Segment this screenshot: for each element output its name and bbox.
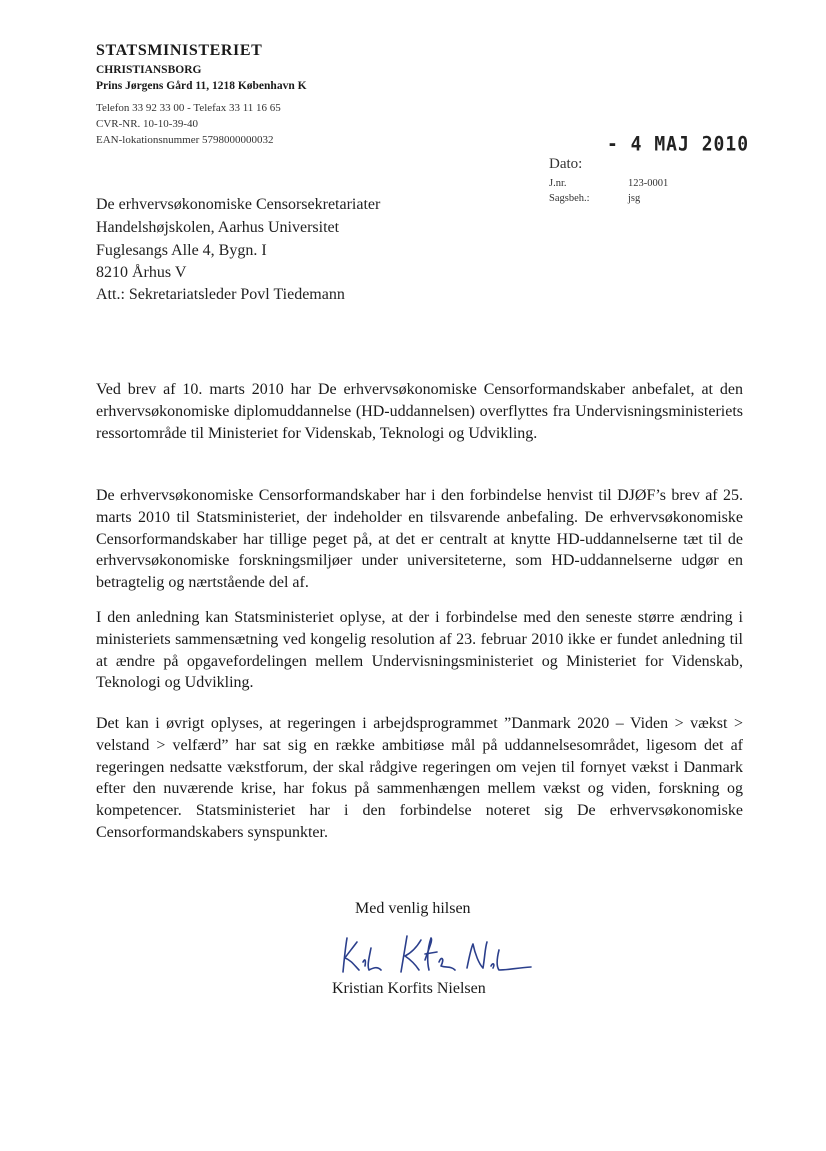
date-label: Dato: xyxy=(549,156,583,172)
phone-fax: Telefon 33 92 33 00 - Telefax 33 11 16 65 xyxy=(96,102,281,114)
body-paragraph: De erhvervsøkonomiske Censorformandskaber har i den forbindelse henvist til DJØF’s brev af 25. marts 2010 til Statsministeriet, der indeholder en tilsvarende anbefaling. De erhvervsøkonomiske Censorformandskaber har tillige peget på, at det er centralt at knytte HD-uddannelserne tæt til de erhvervsøkonomiske forskningsmiljøer under universiteterne, som HD-uddannelserne udgør en betragtelig og nærtstående del af. xyxy=(96,487,743,592)
sagsbeh-value: jsg xyxy=(628,193,641,204)
street-address: Prins Jørgens Gård 11, 1218 København K xyxy=(96,80,307,92)
sagsbeh-label: Sagsbeh.: xyxy=(549,193,590,204)
recipient-line: 8210 Århus V xyxy=(96,264,187,281)
building-name: CHRISTIANSBORG xyxy=(96,64,202,76)
recipient-line: Fuglesangs Alle 4, Bygn. I xyxy=(96,242,267,259)
signatory-name: Kristian Korfits Nielsen xyxy=(332,980,486,997)
recipient-line: Handelshøjskolen, Aarhus Universitet xyxy=(96,219,340,236)
jnr-value: 123-0001 xyxy=(628,178,669,189)
recipient-attention: Att.: Sekretariatsleder Povl Tiedemann xyxy=(96,286,345,303)
body-paragraph: Det kan i øvrigt oplyses, at regeringen i arbejdsprogrammet ”Danmark 2020 – Viden > vækst > velstand > velfærd” har sat sig en række ambitiøse mål på uddannelsesområdet, ligesom det af regeringen nedsatte vækstforum, der skal rådgive regeringen om vejen til fornyet vækst i Danmark efter den nuværende krise, har fokus på sammenhængen mellem vækst og viden, forskning og kompetencer. Statsministeriet har i den forbindelse noteret sig De erhvervsøkonomiske Censorformandskabers synspunkter. xyxy=(96,715,743,841)
handwritten-signature xyxy=(335,930,535,980)
ean-number: EAN-lokationsnummer 5798000000032 xyxy=(96,134,274,146)
recipient-line: De erhvervsøkonomiske Censorsekretariater xyxy=(96,196,381,213)
body-paragraph: I den anledning kan Statsministeriet oplyse, at der i forbindelse med den seneste større ændring i ministeriets sammensætning ved kongelig resolution af 23. februar 2010 ikke er fundet anledning til at ændre på opgavefordelingen mellem Undervisningsministeriet og Ministeriet for Videnskab, Teknologi og Udvikling. xyxy=(96,609,743,692)
cvr-number: CVR-NR. 10-10-39-40 xyxy=(96,118,199,130)
closing-greeting: Med venlig hilsen xyxy=(355,900,471,917)
date-stamp: - 4 MAJ 2010 xyxy=(607,132,750,157)
ministry-name: STATSMINISTERIET xyxy=(96,42,263,59)
jnr-label: J.nr. xyxy=(549,178,567,189)
body-paragraph: Ved brev af 10. marts 2010 har De erhvervsøkonomiske Censorformandskaber anbefalet, at den erhvervsøkonomiske diplomuddannelse (HD-uddannelsen) overflyttes fra Undervisningsministeriets ressortområde til Ministeriet for Videnskab, Teknologi og Udvikling. xyxy=(96,381,743,442)
